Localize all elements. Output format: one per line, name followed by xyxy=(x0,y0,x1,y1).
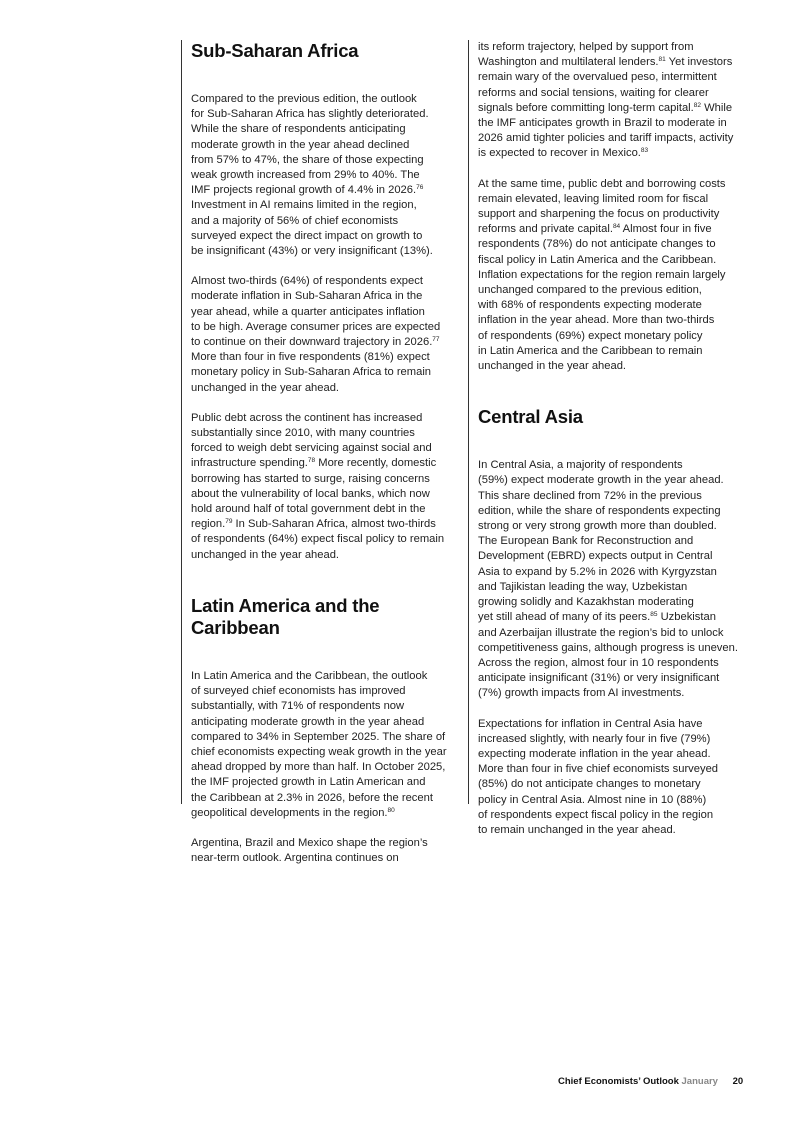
latam-paragraph-3: At the same time, public debt and borrowing costs remain elevated, leaving limited room for fiscal support and sharpening the focus on productivity reforms and private capital.$^{84}$ Almost four in five respondents (78%) do not anticipate changes to fiscal policy in Latin America and the Caribbean. Inflation expectations for the region remain largely unchanged compared to the previous edition, with 68% of respondents expecting moderate inflation in the year ahead. More than two-thirds of respondents (69%) expect monetary policy in Latin America and the Caribbean to remain unchanged in the year ahead. xyxy=(478,177,726,373)
latam-paragraph-2-continued: its reform trajectory, helped by support from Washington and multilateral lenders.$^{81}$ Yet investors remain wary of the overvalued peso, intermittent reforms and social tensions, waiting for clearer signals before committing long-term capital.$^{82}$ While the IMF anticipates growth in Brazil to moderate in 2026 amid tighter policies and tariff impacts, activity is expected to recover in Mexico.$^{83}$ xyxy=(478,41,734,160)
ssa-paragraph-3: Public debt across the continent has increased substantially since 2010, with many countries forced to weigh debt servicing against social and infrastructure spending.$^{78}$ More recently, domestic borrowing has started to surge, raising concerns about the vulnerability of local banks, which now hold around half of total government debt in the region.$^{79}$ In Sub-Saharan Africa, almost two-thirds of respondents (64%) expect fiscal policy to remain unchanged in the year ahead. xyxy=(191,411,445,561)
footnote-ref[interactable]: 77 xyxy=(432,336,440,344)
footnote-ref[interactable]: 85 xyxy=(650,611,658,619)
latam-paragraph-1: In Latin America and the Caribbean, the outlook of surveyed chief economists has improved substantially, with 71% of respondents now anticipating moderate growth in the year ahead compared to 34% in September 2025. The share of chief economists expecting weak growth in the year ahead dropped by more than half. In October 2025, the IMF projected growth in Latin American and the Caribbean at 2.3% in 2026, before the recent geopolitical developments in the region.$^{80}$ xyxy=(191,669,447,819)
footnote-ref[interactable]: 78 xyxy=(307,457,316,465)
footnote-ref[interactable]: 82 xyxy=(693,101,701,109)
ssa-paragraph-1: Compared to the previous edition, the outlook for Sub-Saharan Africa has slightly deteriorated. While the share of respondents anticipating moderate growth in the year ahead declined from 57% to 47%, the share of those expecting weak growth increased from 29% to 40%. The IMF projects regional growth of 4.4% in 2026.76 Investment in AI remains limited in the region, and a majority of 56% of chief economists surveyed expect the direct impact on growth to be insignificant (43%) or very insignificant (13%). xyxy=(191,93,433,258)
heading-latin-america: Latin America and the Caribbean xyxy=(191,594,380,638)
right-column xyxy=(468,40,763,836)
casia-paragraph-2: Expectations for inflation in Central Asia have increased slightly, with nearly four in five (79%) expecting moderate inflation in the year ahead. More than four in five chief economists surveyed (85%) do not anticipate changes to monetary policy in Central Asia. Almost nine in 10 (88%) of respondents expect fiscal policy in the region to remain unchanged in the year ahead. xyxy=(478,717,719,836)
page-footer xyxy=(558,1076,743,1087)
footnote-ref[interactable]: 81 xyxy=(658,56,666,64)
footnote-ref[interactable]: 80 xyxy=(387,806,395,814)
report-month: January xyxy=(681,1076,718,1087)
heading-central-asia: Central Asia xyxy=(478,406,583,428)
footnote-ref[interactable]: 83 xyxy=(640,147,649,155)
footnote-ref[interactable]: 76 xyxy=(416,184,424,192)
casia-paragraph-1: In Central Asia, a majority of respondents (59%) expect moderate growth in the year ahead. This share declined from 72% in the previous edition, while the share of respondents expecting strong or very strong growth more than doubled. The European Bank for Reconstruction and Development (EBRD) expects output in Central Asia to expand by 5.2% in 2026 with Kyrgyzstan and Tajikistan leading the way, Uzbekistan growing solidly and Kazakhstan moderating yet still ahead of many of its peers.$^{85}$ Uzbekistan and Azerbaijan illustrate the region’s bid to unlock competitiveness gains, although progress is uneven. Across the region, almost four in 10 respondents anticipate insignificant (31%) or very insignificant (7%) growth impacts from AI investments. xyxy=(478,459,738,700)
footnote-ref[interactable]: 84 xyxy=(612,223,621,231)
latam-paragraph-2: Argentina, Brazil and Mexico shape the region’s near-term outlook. Argentina continues on xyxy=(191,836,428,865)
heading-sub-saharan-africa: Sub-Saharan Africa xyxy=(191,40,359,61)
footnote-ref[interactable]: 79 xyxy=(225,518,233,526)
left-column xyxy=(181,40,471,865)
ssa-paragraph-2: Almost two-thirds (64%) of respondents expect moderate inflation in Sub-Saharan Africa in the year ahead, while a quarter anticipates inflation to be high. Average consumer prices are expected to continue on their downward trajectory in 2026.77 More than four in five respondents (81%) expect monetary policy in Sub-Saharan Africa to remain unchanged in the year ahead. xyxy=(191,275,441,394)
report-title: Chief Economists’ Outlook xyxy=(558,1076,679,1087)
page-number: 20 xyxy=(732,1076,744,1087)
